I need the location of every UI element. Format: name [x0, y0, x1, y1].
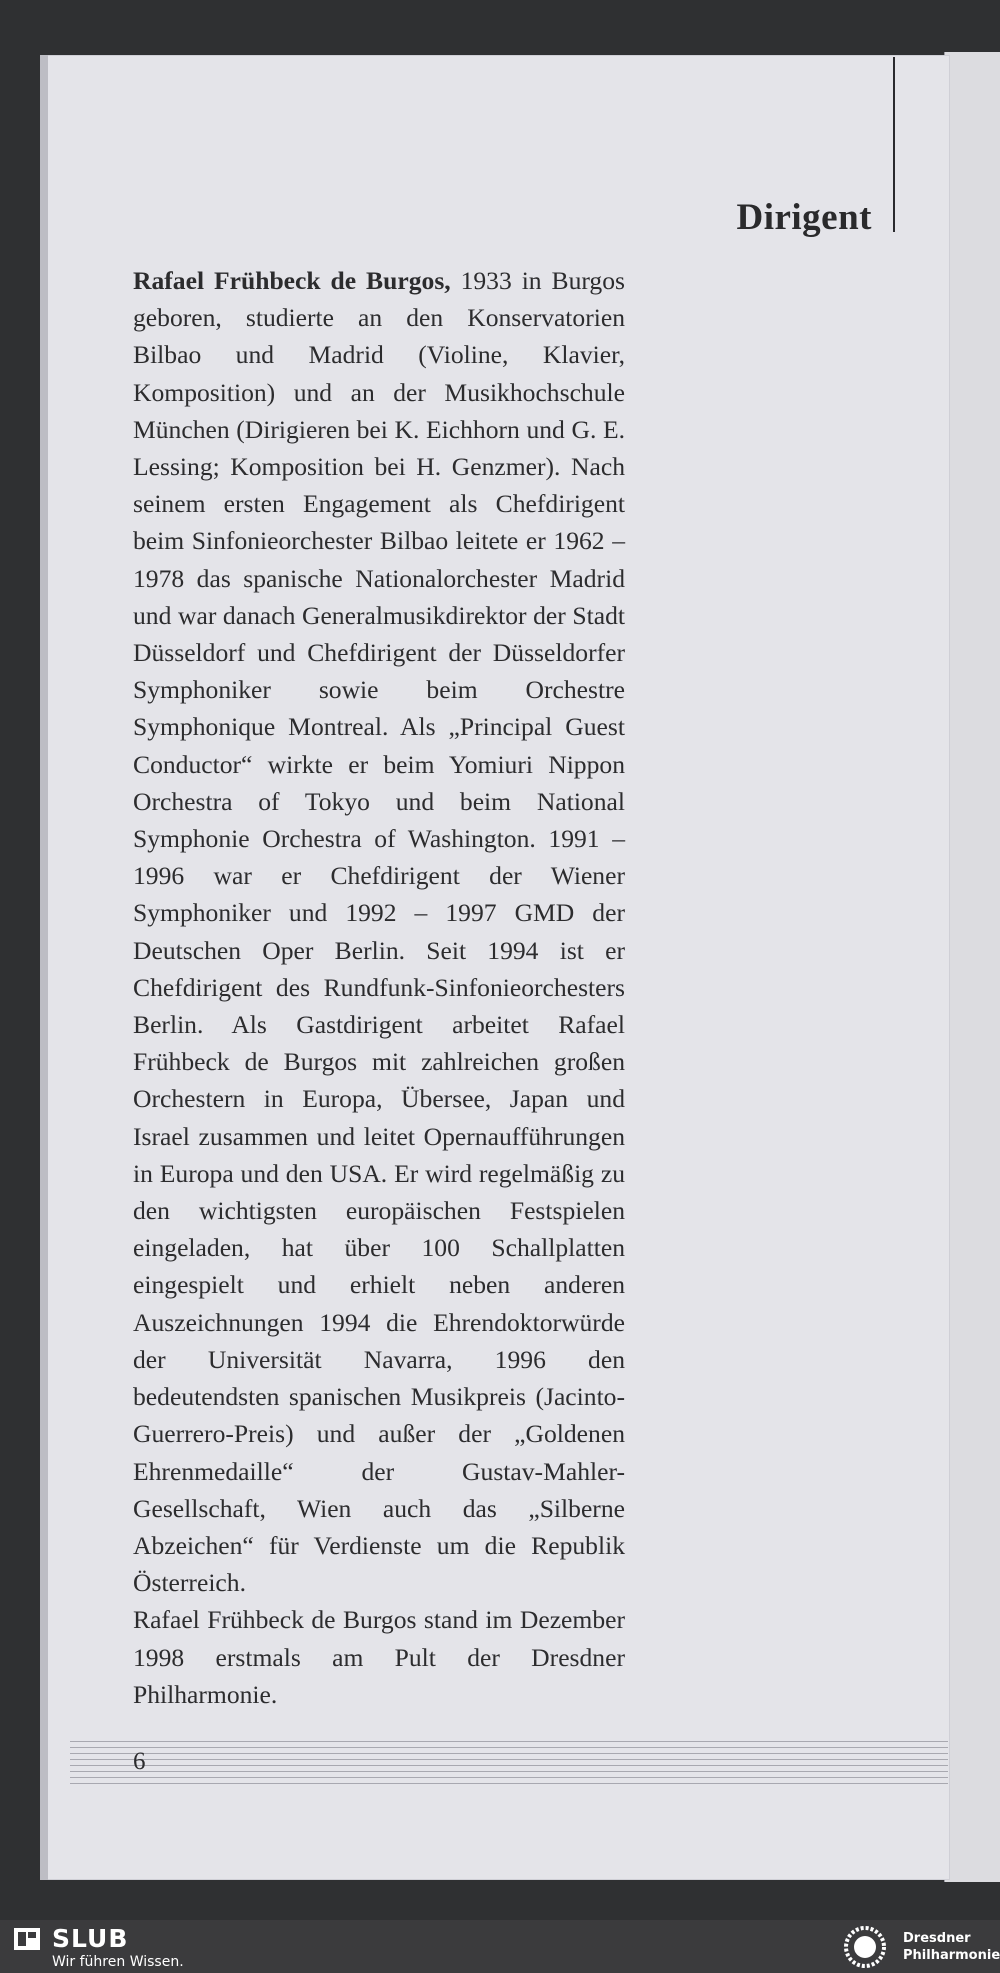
partner-name-line-1: Dresdner [903, 1931, 971, 1946]
page-number: 6 [133, 1748, 146, 1775]
footer-rule [70, 1747, 948, 1748]
biography-paragraph-1 [133, 262, 625, 1601]
biography-paragraph-2: Rafael Frühbeck de Burgos stand im Dezember 1998 erstmals am Pult der Dresdner Philharmonie. [133, 1605, 625, 1709]
conductor-name: Rafael Frühbeck de Burgos, [133, 266, 451, 295]
page-divider-line [893, 57, 895, 232]
footer-rule [70, 1741, 948, 1742]
footer-rule [70, 1753, 948, 1754]
library-name[interactable]: SLUB [52, 1924, 129, 1953]
paragraph-1-text: 1933 in Burgos geboren, studierte an den Konservatorien Bilbao und Madrid (Violine, Klavier, Komposition) und an der Musikhochschule München (Dirigieren bei K. Eichhorn und G. E. Lessing; Komposition bei H. Genzmer). Nach seinem ersten Engagement als Chefdirigent beim Sinfonieorchester Bilbao leitete er 1962 – 1978 das spanische Nationalorchester Madrid und war danach Generalmusikdirektor der Stadt Düsseldorf und Chefdirigent der Düsseldorfer Symphoniker sowie beim Orchestre Symphonique Montreal. Als „Principal Guest Conductor“ wirkte er beim Yomiuri Nippon Orchestra of Tokyo und beim National Symphonie Orchestra of Washington. 1991 – 1996 war er Chefdirigent der Wiener Symphoniker und 1992 – 1997 GMD der Deutschen Oper Berlin. Seit 1994 ist er Chefdirigent des Rundfunk-Sinfonieorchesters Berlin. Als Gastdirigent arbeitet Rafael Frühbeck de Burgos mit zahlreichen großen Orchestern in Europa, Übersee, Japan und Israel zusammen und leitet Opernaufführungen in Europa und den USA. Er wird regelmäßig zu den wichtigsten europäischen Festspielen eingeladen, hat über 100 Schallplatten eingespielt und erhielt neben anderen Auszeichnungen 1994 die Ehrendoktorwürde der Universität Navarra, 1996 den bedeutendsten spanischen Musikpreis (Jacinto-Guerrero-Preis) und außer der „Goldenen Ehrenmedaille“ der Gustav-Mahler-Gesellschaft, Wien auch das „Silberne Abzeichen“ für Verdienste um die Republik Österreich. [133, 266, 625, 1598]
biography-text [133, 262, 625, 1713]
footer-rule [70, 1759, 948, 1760]
footer-rule [70, 1771, 948, 1772]
section-heading: Dirigent [736, 197, 872, 238]
dresdner-philharmonie-logo-icon[interactable] [840, 1925, 890, 1969]
page-binding-shadow [40, 55, 48, 1880]
footer-rule [70, 1783, 948, 1784]
partner-name-line-2: Philharmonie [903, 1948, 1000, 1963]
partner-name [903, 1930, 1000, 1964]
slub-logo-icon [14, 1928, 40, 1950]
library-tagline: Wir führen Wissen. [52, 1954, 184, 1970]
footer-rule [70, 1777, 948, 1778]
footer-rule [70, 1765, 948, 1766]
next-page-edge [944, 52, 1000, 1882]
